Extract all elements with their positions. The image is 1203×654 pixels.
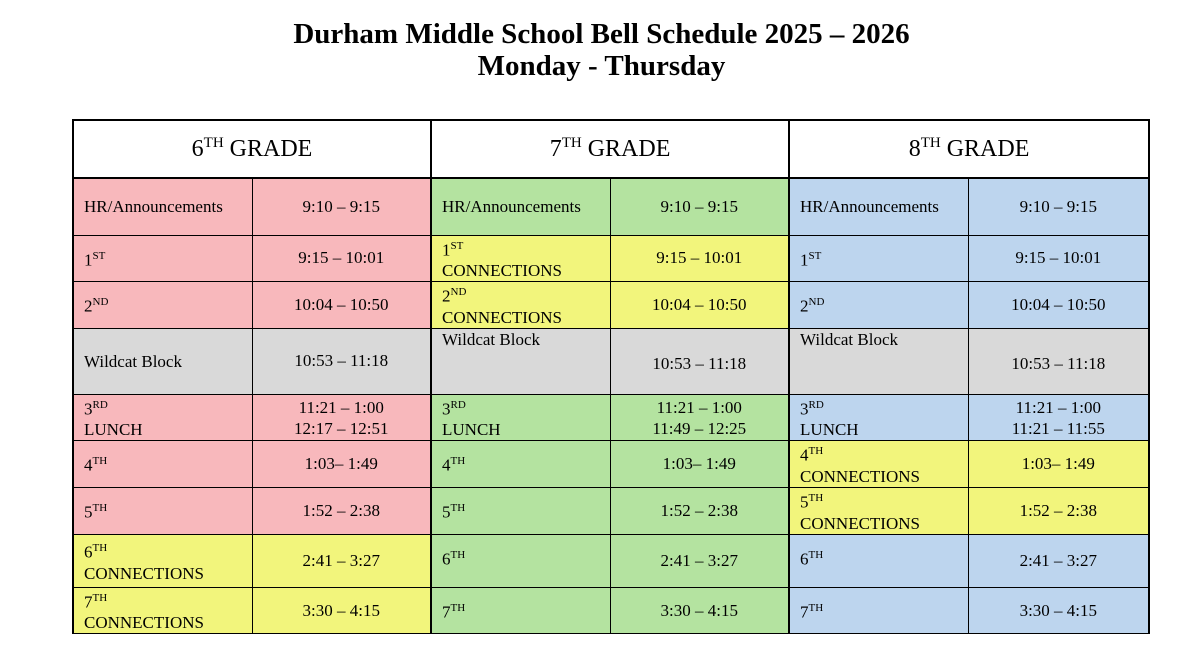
time-cell [968, 328, 1149, 394]
period-ordinal: ST [808, 249, 822, 262]
period-cell [789, 235, 968, 282]
time-range: 9:15 – 10:01 [298, 248, 385, 268]
period-cell [789, 394, 968, 441]
period-ordinal: RD [92, 398, 108, 411]
schedule-row [73, 178, 1149, 235]
time-cell [610, 235, 789, 282]
lunch-label: LUNCH [442, 420, 501, 440]
time-range: 1:03– 1:49 [662, 454, 736, 474]
period-number: 6 [84, 542, 93, 562]
period-cell [789, 534, 968, 587]
period-cell [73, 282, 252, 329]
time-cell [610, 328, 789, 394]
connections-label: CONNECTIONS [800, 467, 920, 487]
lunch-time-range: 12:17 – 12:51 [294, 418, 389, 438]
time-range: 11:21 – 1:00 [298, 397, 384, 417]
period-number: 4 [84, 456, 93, 476]
period-cell [73, 394, 252, 441]
period-number: 5 [800, 492, 809, 512]
period-ordinal: ND [808, 296, 825, 309]
period-number: 1 [442, 240, 451, 260]
period-ordinal: TH [808, 548, 824, 561]
time-cell [968, 178, 1149, 235]
schedule-row [73, 235, 1149, 282]
time-range: 10:04 – 10:50 [294, 294, 389, 314]
schedule-row [73, 488, 1149, 535]
schedule-row [73, 282, 1149, 329]
period-label: Wildcat Block [800, 329, 899, 349]
period-number: 6 [442, 549, 451, 569]
period-number: 2 [84, 296, 93, 316]
period-number: 7 [442, 602, 451, 622]
period-cell [431, 282, 610, 329]
period-number: 2 [442, 286, 451, 306]
time-range: 10:04 – 10:50 [1011, 294, 1106, 314]
time-range: 1:52 – 2:38 [660, 500, 738, 520]
time-cell [968, 235, 1149, 282]
period-ordinal: TH [808, 445, 824, 458]
time-cell [610, 441, 789, 488]
time-cell [252, 282, 431, 329]
period-label: Wildcat Block [442, 329, 540, 349]
period-cell [431, 488, 610, 535]
period-cell [73, 587, 252, 634]
period-cell [431, 235, 610, 282]
time-cell [252, 488, 431, 535]
period-number: 7 [84, 592, 93, 612]
connections-label: CONNECTIONS [84, 613, 204, 633]
time-range: 10:53 – 11:18 [1011, 353, 1106, 373]
period-cell [73, 328, 252, 394]
grade-8-header: 8TH GRADE [789, 120, 1149, 178]
period-cell [789, 587, 968, 634]
time-range: 10:53 – 11:18 [652, 353, 747, 373]
period-label: Wildcat Block [84, 351, 182, 371]
period-ordinal: TH [450, 455, 466, 468]
page-subtitle: Monday - Thursday [477, 50, 726, 82]
time-range: 10:04 – 10:50 [652, 294, 747, 314]
schedule-row [73, 394, 1149, 441]
period-number: 1 [84, 250, 93, 270]
time-cell [252, 235, 431, 282]
period-ordinal: TH [808, 601, 824, 614]
period-label: HR/Announcements [442, 197, 581, 217]
time-cell [968, 441, 1149, 488]
period-cell [431, 178, 610, 235]
lunch-time-range: 11:21 – 11:55 [1011, 418, 1105, 438]
period-cell [789, 282, 968, 329]
time-range: 1:03– 1:49 [304, 454, 378, 474]
time-cell [968, 587, 1149, 634]
period-ordinal: TH [92, 541, 108, 554]
period-number: 7 [800, 602, 809, 622]
time-range: 9:15 – 10:01 [1015, 248, 1102, 268]
period-ordinal: RD [450, 398, 466, 411]
period-cell [431, 328, 610, 394]
period-number: 5 [442, 502, 451, 522]
grade-7-header: 7TH GRADE [431, 120, 789, 178]
time-cell [968, 488, 1149, 535]
connections-label: CONNECTIONS [442, 307, 562, 327]
period-ordinal: ND [92, 296, 109, 309]
period-number: 2 [800, 296, 809, 316]
period-ordinal: ST [92, 249, 106, 262]
period-label: HR/Announcements [84, 197, 223, 217]
period-number: 6 [800, 549, 809, 569]
schedule-row [73, 587, 1149, 634]
lunch-label: LUNCH [800, 420, 859, 440]
period-cell [73, 178, 252, 235]
period-label: HR/Announcements [800, 197, 939, 217]
period-cell [431, 534, 610, 587]
connections-label: CONNECTIONS [800, 513, 920, 533]
schedule-row [73, 441, 1149, 488]
period-ordinal: ST [450, 239, 464, 252]
time-range: 1:52 – 2:38 [1019, 500, 1098, 520]
time-cell [252, 178, 431, 235]
period-cell [73, 235, 252, 282]
period-ordinal: TH [450, 548, 466, 561]
schedule-row [73, 534, 1149, 587]
time-cell [610, 178, 789, 235]
period-cell [431, 587, 610, 634]
period-cell [789, 441, 968, 488]
page-title: Durham Middle School Bell Schedule 2025 – 2026 [293, 18, 910, 50]
time-cell [610, 534, 789, 587]
time-range: 3:30 – 4:15 [660, 600, 738, 620]
period-cell [73, 488, 252, 535]
period-cell [73, 441, 252, 488]
time-cell [252, 328, 431, 394]
time-range: 9:10 – 9:15 [660, 196, 738, 216]
time-range: 9:10 – 9:15 [1019, 196, 1098, 216]
period-ordinal: TH [450, 601, 466, 614]
time-range: 2:41 – 3:27 [1019, 550, 1098, 570]
period-number: 5 [84, 502, 93, 522]
period-cell [789, 328, 968, 394]
lunch-time-range: 11:49 – 12:25 [652, 418, 747, 438]
time-cell [610, 282, 789, 329]
time-cell [252, 394, 431, 441]
time-cell [252, 587, 431, 634]
period-ordinal: TH [92, 502, 108, 515]
time-range: 2:41 – 3:27 [660, 550, 738, 570]
time-cell [610, 488, 789, 535]
period-cell [789, 488, 968, 535]
time-range: 11:21 – 1:00 [1015, 397, 1101, 417]
period-cell [431, 394, 610, 441]
grade-6-header: 6TH GRADE [73, 120, 431, 178]
time-range: 3:30 – 4:15 [302, 600, 380, 620]
period-number: 3 [442, 399, 451, 419]
time-range: 1:03– 1:49 [1021, 454, 1095, 474]
connections-label: CONNECTIONS [442, 261, 562, 281]
time-cell [610, 394, 789, 441]
period-number: 4 [442, 456, 451, 476]
period-ordinal: TH [92, 591, 108, 604]
time-range: 2:41 – 3:27 [302, 550, 380, 570]
time-range: 1:52 – 2:38 [302, 500, 380, 520]
period-number: 1 [800, 250, 809, 270]
period-cell [431, 441, 610, 488]
period-ordinal: TH [808, 492, 824, 505]
bell-schedule-table [72, 119, 1150, 634]
time-cell [968, 282, 1149, 329]
lunch-label: LUNCH [84, 420, 143, 440]
time-cell [968, 394, 1149, 441]
period-number: 3 [84, 399, 93, 419]
time-range: 9:15 – 10:01 [656, 248, 743, 268]
period-cell [73, 534, 252, 587]
time-cell [968, 534, 1149, 587]
time-cell [252, 534, 431, 587]
time-range: 9:10 – 9:15 [302, 196, 380, 216]
period-cell [789, 178, 968, 235]
time-cell [610, 587, 789, 634]
connections-label: CONNECTIONS [84, 563, 204, 583]
period-number: 4 [800, 446, 809, 466]
grade-header-row [73, 120, 1149, 178]
time-range: 3:30 – 4:15 [1019, 600, 1098, 620]
schedule-row [73, 328, 1149, 394]
period-number: 3 [800, 399, 809, 419]
period-ordinal: RD [808, 398, 824, 411]
time-range: 11:21 – 1:00 [656, 397, 742, 417]
period-ordinal: ND [450, 286, 467, 299]
period-ordinal: TH [92, 455, 108, 468]
time-cell [252, 441, 431, 488]
time-range: 10:53 – 11:18 [294, 351, 389, 371]
period-ordinal: TH [450, 502, 466, 515]
